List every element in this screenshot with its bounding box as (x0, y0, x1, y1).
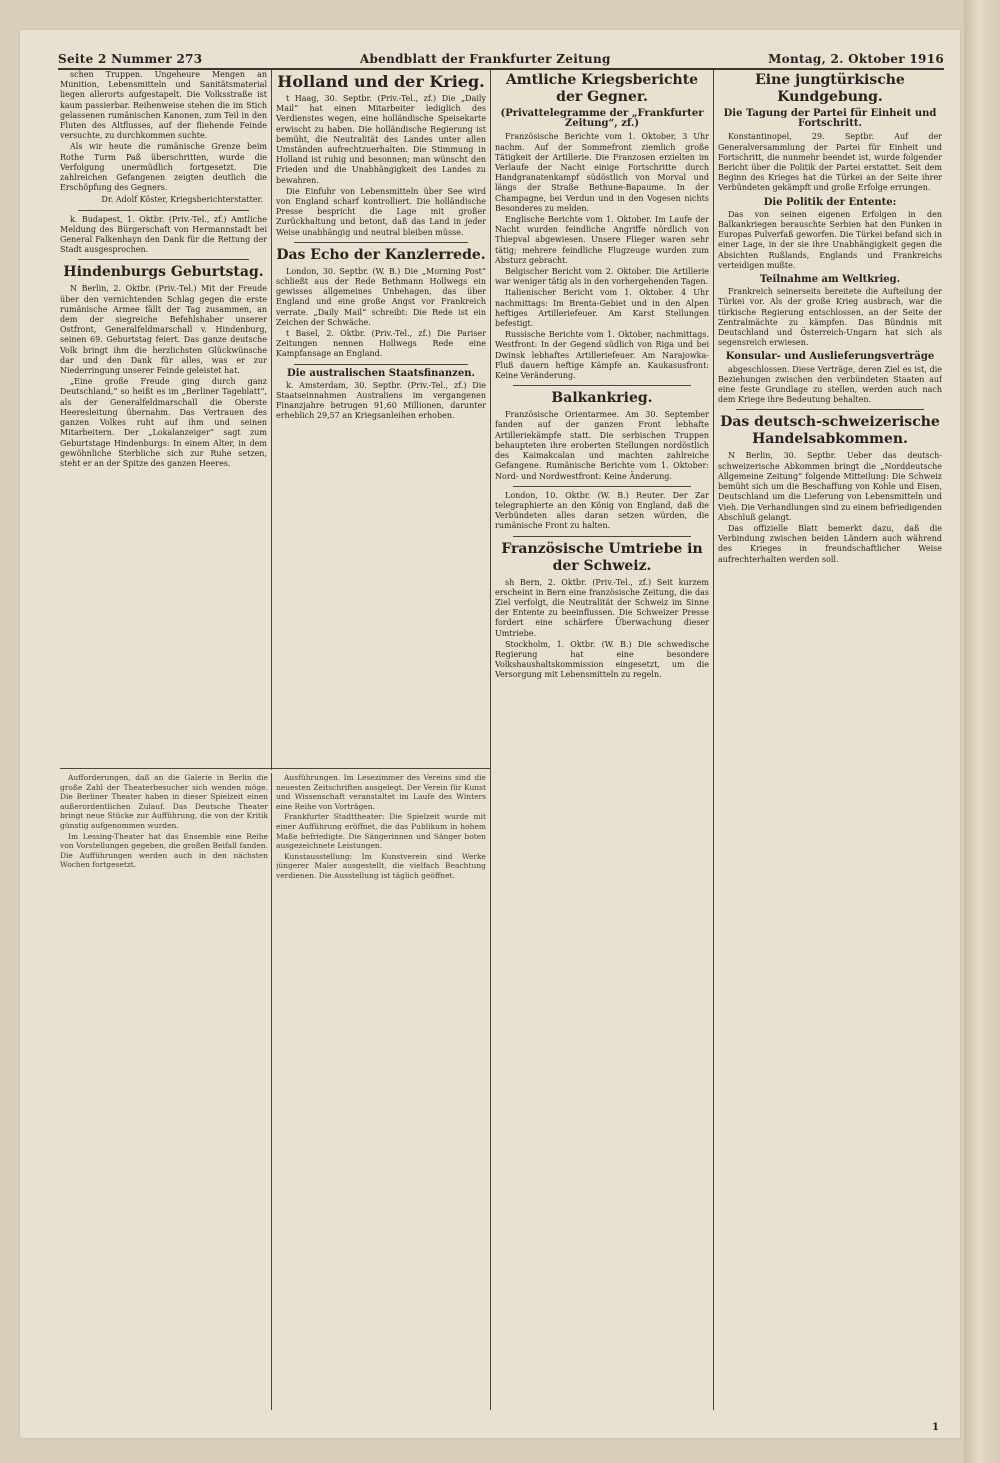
paper-edge (964, 0, 1000, 1463)
article-divider (513, 486, 691, 487)
article-text: Französische Orientarmee. Am 30. September fanden auf der ganzen Front lebhafte Artilleriekämpfe statt. Die serbischen Truppen behaupteten ihre eroberten Stellungen nordöstlich des Kaimakcalan und machten zahlreiche Gefangene. Rumänische Berichte vom 1. Oktober: Nord- und Nordwestfront: Keine Änderung. (495, 410, 709, 481)
column-3 (495, 70, 709, 1420)
article-divider (736, 409, 924, 410)
article-text: Belgischer Bericht vom 2. Oktober. Die Artillerie war weniger tätig als in den vorhergehenden Tagen. (495, 267, 709, 287)
article-text: schen Truppen. Ungeheure Mengen an Munition, Lebensmitteln und Sanitätsmaterial liegen allerorts aufgestapelt. Die Volksstraße ist kaum passierbar. Reihenweise stehen die im Stich gelassenen rumänischen Kanonen, zum Teil in den Fluten des Altflusses, auf der fliehende Feinde versuchte, zu durchkommen suchte. (60, 70, 267, 141)
column-rule (271, 773, 272, 1410)
article-text: sh Bern, 2. Oktbr. (Priv.-Tel., zf.) Seit kurzem erscheint in Bern eine französische Zeitung, die das Ziel verfolgt, die Neutralität der Schweiz im Sinne der Entente zu beeinflussen. Die Schweizer Presse fordert eine schärfere Überwachung dieser Umtriebe. (495, 577, 709, 638)
article-text: k. Amsterdam, 30. Septbr. (Priv.-Tel., zf.) Die Staatseinnahmen Australiens im vergangenen Finanzjahre betrugen 91,60 Millionen, darunter erheblich 29,57 an Kriegsanleihen erhoben. (276, 380, 486, 421)
feuilleton-text: Aufforderungen, daß an die Galerie in Berlin die große Zahl der Theaterbesucher sich wenden möge. Die Berliner Theater haben in dieser Spielzeit einen außerordentlichen Zulauf. Das Deutsche Theater bringt neue Stücke zur Aufführung, die von der Kritik günstig aufgenommen wurden. (60, 773, 268, 830)
feuilleton-text: Ausführungen. Im Lesezimmer des Vereins sind die neuesten Zeitschriften ausgelegt. Der Verein für Kunst und Wissenschaft veranstaltet im Laufe des Winters eine Reihe von Vorträgen. (276, 773, 486, 811)
headline-staatsfinanzen: Die australischen Staatsfinanzen. (287, 367, 475, 379)
feuilleton-text: Im Lessing-Theater hat das Ensemble eine Reihe von Vorstellungen gegeben, die großen Beifall fanden. Die Aufführungen werden auch in den nächsten Wochen fortgesetzt. (60, 831, 268, 870)
article-text: abgeschlossen. Diese Verträge, deren Ziel es ist, die Beziehungen zwischen den verbündeten Staaten auf eine feste Grundlage zu stellen, werden auch nach dem Kriege ihre Bedeutung behalten. (718, 364, 942, 405)
page-number: 1 (932, 1422, 939, 1433)
feuilleton-text: Kunstausstellung: Im Kunstverein sind Werke jüngerer Maler ausgestellt, die vielfach Beachtung verdienen. Die Ausstellung ist täglich geöffnet. (276, 851, 486, 880)
article-text: k. Budapest, 1. Oktbr. (Priv.-Tel., zf.) Amtliche Meldung des Bürgerschaft von Hermannstadt bei General Falkenhayn den Dank für die Rettung der Stadt ausgesprochen. (60, 214, 267, 255)
article-text: t Basel, 2. Oktbr. (Priv.-Tel., zf.) Die Pariser Zeitungen nennen Hollwegs Rede eine Kampfansage an England. (276, 329, 486, 359)
feuilleton-rule (60, 768, 490, 769)
newspaper-page (20, 30, 960, 1438)
author-signature: Dr. Adolf Köster, Kriegsberichterstatter. (101, 195, 263, 205)
article-text: N Berlin, 2. Oktbr. (Priv.-Tel.) Mit der Freude über den vernichtenden Schlag gegen die erste rumänische Armee fällt der Tag zusammen, an dem der siegreiche Befehlshaber unserer Ostfront, Generalfeldmarschall v. Hindenburg, seinen 69. Geburtstag feiert. Das ganze deutsche Volk bringt ihm die herzlichsten Glückwünsche dar und den Dank für alles, was er zur Niederringung unserer Feinde geleistet hat. (60, 284, 267, 376)
section-head-konsular: Konsular- und Auslieferungsverträge (725, 351, 935, 363)
article-text: Als wir heute die rumänische Grenze beim Rothe Turm Paß überschritten, wurde die Verfolgung unermüdlich fortgesetzt. Die zahlreichen Gefangenen zeigten deutlich die Erschöpfung des Gegners. (60, 142, 267, 193)
headline-umtriebe: Französische Umtriebe in der Schweiz. (501, 540, 703, 574)
article-text: Italienischer Bericht vom 1. Oktober. 4 Uhr nachmittags: Im Brenta-Gebiet und in den Alpen heftiges Artilleriefeuer. Am Karst Stellungen befestigt. (495, 288, 709, 329)
article-divider (513, 385, 691, 386)
column-1 (60, 70, 267, 770)
headline-hindenburg: Hindenburgs Geburtstag. (63, 264, 264, 281)
headline-jungtuerkisch: Eine jungtürkische Kundgebung. (755, 72, 905, 105)
section-head-weltkrieg: Teilnahme am Weltkrieg. (759, 274, 901, 286)
subheadline: Die Tagung der Partei für Einheit und Fortschritt. (723, 108, 937, 130)
column-rule (490, 70, 491, 1410)
masthead-paper-title: Abendblatt der Frankfurter Zeitung (359, 52, 611, 66)
article-text: Französische Berichte vom 1. Oktober, 3 Uhr nachm. Auf der Sommefront ziemlich große Tätigkeit der Artillerie. Die Franzosen erzielten im Verlaufe der Nacht einige Fortschritte durch Handgranatenkampf südöstlich von Morval und längs der Straße Bethune-Bapaume. In der Champagne, bei Verdun und in den Vogesen nichts Besonderes zu melden. (495, 132, 709, 213)
column-rule (271, 70, 272, 770)
subheadline: (Privattelegramme der „Frankfurter Zeitung“, zf.) (500, 108, 704, 130)
masthead (58, 46, 944, 70)
masthead-page-info: Seite 2 Nummer 273 (58, 52, 203, 66)
column-2 (276, 70, 486, 770)
article-text: N Berlin, 30. Septbr. Ueber das deutsch-schweizerische Abkommen bringt die „Norddeutsche Allgemeine Zeitung“ folgende Mitteilung: Die Schweiz bemüht sich um die Beschaffung von Kohle und Eisen, Deutschland um die Lieferung von Lebensmitteln und Vieh. Die Verhandlungen sind zu einem befriedigenden Abschluß gelangt. (718, 451, 942, 522)
article-divider (513, 536, 691, 537)
article-text: t Haag, 30. Septbr. (Priv.-Tel., zf.) Die „Daily Mail“ hat einen Mitarbeiter lediglich des Verdienstes wegen, eine holländische Speisekarte erwischt zu haben. Die holländische Regierung ist bemüht, die Neutralität des Landes unter allen Umständen aufrechtzuerhalten. Die Stimmung in Holland ist ruhig und besonnen; man wünscht den Frieden und die Unabhängigkeit des Landes zu bewahren. (276, 94, 486, 185)
article-divider (294, 242, 468, 243)
masthead-date: Montag, 2. Oktober 1916 (768, 52, 944, 66)
column-rule (713, 70, 714, 1410)
article-divider (78, 259, 249, 260)
article-text: Das von seinen eigenen Erfolgen in den Balkankriegen berauschte Serbien hat den Funken in Europas Pulverfaß geworfen. Die Türkei befand sich in einer Lage, in der sie ihre Unabhängigkeit gegen die Absichten Rußlands, Englands und Frankreichs verteidigen mußte. (718, 209, 942, 270)
article-text: Die Einfuhr von Lebensmitteln über See wird von England scharf kontrolliert. Die holländische Presse bespricht die Lage mit großer Zurückhaltung und betont, daß das Land in jeder Weise unabhängig und neutral bleiben müsse. (276, 186, 486, 237)
article-text: Konstantinopel, 29. Septbr. Auf der Generalversammlung der Partei für Einheit und Fortschritt, die nunmehr beendet ist, wurde folgender Bericht über die Politik der Partei erstattet. Seit dem Beginn des Krieges hat die Türkei an der Seite ihrer Verbündeten gekämpft und große Erfolge errungen. (718, 132, 942, 193)
headline-kanzlerrede: Das Echo der Kanzlerrede. (276, 246, 486, 263)
headline-holland: Holland und der Krieg. (277, 72, 485, 91)
headline-kriegsberichte: Amtliche Kriegsberichte der Gegner. (505, 72, 699, 105)
feuilleton-column-2 (276, 773, 486, 1413)
feuilleton-column-1 (60, 773, 268, 1413)
feuilleton-text: Frankfurter Stadttheater: Die Spielzeit wurde mit einer Aufführung eröffnet, die das Publikum in hohem Maße befriedigte. Die Sängerinnen und Sänger boten ausgezeichnete Leistungen. (276, 812, 486, 851)
article-text: Russische Berichte vom 1. Oktober, nachmittags. Westfront: In der Gegend südlich von Riga und bei Dwinsk lebhaftes Artilleriefeuer. Am Narajowka-Fluß dauern heftige Kämpfe an. Kaukasusfront: Keine Veränderung. (495, 330, 709, 381)
article-text: Das offizielle Blatt bemerkt dazu, daß die Verbindung zwischen beiden Ländern auch während des Krieges in freundschaftlicher Weise aufrechterhalten werden soll. (718, 523, 942, 564)
article-text: Frankreich seinerseits bereitete die Aufteilung der Türkei vor. Als der große Krieg ausbrach, war die türkische Regierung entschlossen, an der Seite der Zentralmächte zu kämpfen. Das Bündnis mit Deutschland und Österreich-Ungarn hat sich als segensreich erwiesen. (718, 287, 942, 348)
article-text: London, 30. Septbr. (W. B.) Die „Morning Post“ schließt aus der Rede Bethmann Hollwegs ein gewisses allgemeines Unbehagen, das über England und eine große Angst vor Frankreich verrate. „Daily Mail“ schreibt: Die Rede ist ein Zeichen der Schwäche. (276, 266, 486, 327)
article-text: London, 10. Oktbr. (W. B.) Reuter. Der Zar telegraphierte an den König von England, daß die Verbündeten alles daran setzen würden, die rumänische Front zu halten. (495, 490, 709, 531)
article-text: Stockholm, 1. Oktbr. (W. B.) Die schwedische Regierung hat eine besondere Volkshaushaltskommission eingesetzt, um die Versorgung mit Lebensmitteln zu regeln. (495, 639, 709, 680)
section-head-entente: Die Politik der Entente: (763, 196, 897, 208)
headline-handelsabkommen: Das deutsch-schweizerische Handelsabkommen. (720, 414, 940, 448)
column-4 (718, 70, 942, 1420)
article-text: Englische Berichte vom 1. Oktober. Im Laufe der Nacht wurden feindliche Angriffe nördlich von Thiepval abgewiesen. Unsere Flieger waren sehr tätig; mehrere feindliche Flugzeuge wurden zum Absturz gebracht. (495, 215, 709, 265)
article-divider (78, 210, 249, 211)
headline-balkankrieg: Balkankrieg. (551, 390, 653, 407)
article-text: „Eine große Freude ging durch ganz Deutschland,“ so heißt es im „Berliner Tageblatt“, als der Generalfeldmarschall die Oberste Heeresleitung übernahm. Das Vertrauen des ganzen Volkes ruht auf ihm und seinen Mitarbeitern. Der „Lokalanzeiger“ sagt zum Geburtstage Hindenburgs: In einem Alter, in dem gewöhnliche Sterbliche sich zur Ruhe setzen, steht er an der Spitze des ganzen Heeres. (60, 377, 267, 468)
article-divider (294, 364, 468, 365)
